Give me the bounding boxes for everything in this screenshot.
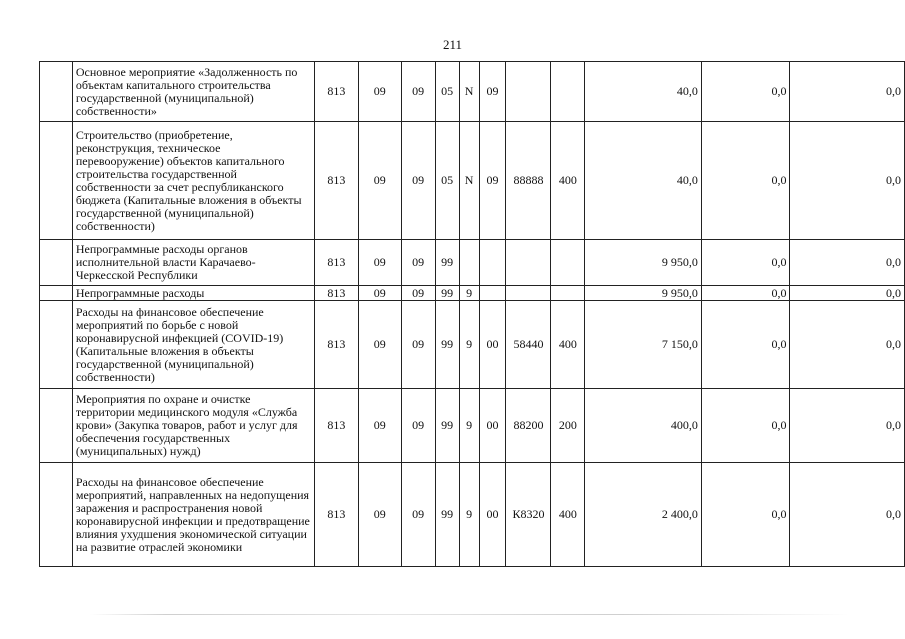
amount-year-2: 0,0 xyxy=(701,389,790,463)
program-code: 99 xyxy=(435,286,459,301)
table-row xyxy=(40,286,905,301)
subsection-code: 09 xyxy=(401,122,435,240)
direction-code: 58440 xyxy=(506,301,551,389)
amount-year-1: 9 950,0 xyxy=(585,240,702,286)
table-row xyxy=(40,463,905,567)
amount-year-1: 40,0 xyxy=(585,122,702,240)
amount-year-3: 0,0 xyxy=(790,240,905,286)
direction-code xyxy=(506,286,551,301)
section-code: 09 xyxy=(358,286,401,301)
amount-year-3: 0,0 xyxy=(790,62,905,122)
section-code: 09 xyxy=(358,122,401,240)
amount-year-1: 40,0 xyxy=(585,62,702,122)
expense-type-code: 400 xyxy=(551,463,585,567)
expense-type-code: 400 xyxy=(551,122,585,240)
expense-name: Строительство (приобретение, реконструкция, техническое перевооружение) объектов капитального строительства государственной собственности за счет республиканского бюджета (Капитальные вложения в объекты государственной (муниципальной) собственности) xyxy=(72,122,314,240)
expense-type-code: 200 xyxy=(551,389,585,463)
subprogram-code: 9 xyxy=(459,463,479,567)
page-number: 211 xyxy=(442,37,463,52)
amount-year-2: 0,0 xyxy=(701,301,790,389)
ministry-code: 813 xyxy=(314,62,358,122)
direction-code xyxy=(506,62,551,122)
direction-code: 88200 xyxy=(506,389,551,463)
direction-code: К8320 xyxy=(506,463,551,567)
program-code: 99 xyxy=(435,389,459,463)
amount-year-3: 0,0 xyxy=(790,286,905,301)
program-code: 99 xyxy=(435,301,459,389)
scan-artifact-line xyxy=(90,614,850,615)
table-row xyxy=(40,389,905,463)
direction-code: 88888 xyxy=(506,122,551,240)
amount-year-3: 0,0 xyxy=(790,389,905,463)
expense-name: Непрограммные расходы xyxy=(72,286,314,301)
program-code: 99 xyxy=(435,463,459,567)
section-code: 09 xyxy=(358,62,401,122)
expense-name: Основное мероприятие «Задолженность по объектам капитального строительства государственной (муниципальной) собственности» xyxy=(72,62,314,122)
subsection-code: 09 xyxy=(401,463,435,567)
program-code: 05 xyxy=(435,62,459,122)
amount-year-3: 0,0 xyxy=(790,122,905,240)
section-code: 09 xyxy=(358,301,401,389)
row-number-cell xyxy=(40,62,73,122)
subsection-code: 09 xyxy=(401,286,435,301)
row-number-cell xyxy=(40,286,73,301)
ministry-code: 813 xyxy=(314,286,358,301)
row-number-cell xyxy=(40,389,73,463)
subprogram-code: 9 xyxy=(459,389,479,463)
amount-year-2: 0,0 xyxy=(701,240,790,286)
row-number-cell xyxy=(40,301,73,389)
event-code xyxy=(479,286,506,301)
section-code: 09 xyxy=(358,389,401,463)
section-code: 09 xyxy=(358,463,401,567)
expense-name: Мероприятия по охране и очистке территории медицинского модуля «Служба крови» (Закупка товаров, работ и услуг для обеспечения государственных (муниципальных) нужд) xyxy=(72,389,314,463)
subprogram-code: N xyxy=(459,62,479,122)
row-number-cell xyxy=(40,463,73,567)
event-code: 09 xyxy=(479,62,506,122)
subsection-code: 09 xyxy=(401,62,435,122)
amount-year-2: 0,0 xyxy=(701,463,790,567)
amount-year-1: 9 950,0 xyxy=(585,286,702,301)
event-code: 09 xyxy=(479,122,506,240)
direction-code xyxy=(506,240,551,286)
table-row xyxy=(40,122,905,240)
program-code: 05 xyxy=(435,122,459,240)
table-row xyxy=(40,301,905,389)
section-code: 09 xyxy=(358,240,401,286)
expense-name: Расходы на финансовое обеспечение мероприятий по борьбе с новой коронавирусной инфекцией (COVID-19) (Капитальные вложения в объекты государственной (муниципальной) собственности) xyxy=(72,301,314,389)
subprogram-code: 9 xyxy=(459,301,479,389)
amount-year-2: 0,0 xyxy=(701,62,790,122)
subprogram-code xyxy=(459,240,479,286)
table-row xyxy=(40,62,905,122)
amount-year-2: 0,0 xyxy=(701,286,790,301)
expense-type-code xyxy=(551,62,585,122)
amount-year-1: 2 400,0 xyxy=(585,463,702,567)
subprogram-code: N xyxy=(459,122,479,240)
event-code: 00 xyxy=(479,389,506,463)
expense-type-code: 400 xyxy=(551,301,585,389)
amount-year-2: 0,0 xyxy=(701,122,790,240)
subsection-code: 09 xyxy=(401,240,435,286)
budget-table xyxy=(39,61,905,567)
amount-year-1: 400,0 xyxy=(585,389,702,463)
ministry-code: 813 xyxy=(314,301,358,389)
expense-name: Непрограммные расходы органов исполнительной власти Карачаево-Черкесской Республики xyxy=(72,240,314,286)
expense-type-code xyxy=(551,240,585,286)
subsection-code: 09 xyxy=(401,389,435,463)
ministry-code: 813 xyxy=(314,463,358,567)
amount-year-3: 0,0 xyxy=(790,463,905,567)
expense-type-code xyxy=(551,286,585,301)
program-code: 99 xyxy=(435,240,459,286)
subprogram-code: 9 xyxy=(459,286,479,301)
ministry-code: 813 xyxy=(314,122,358,240)
expense-name: Расходы на финансовое обеспечение мероприятий, направленных на недопущения заражения и распространения новой коронавирусной инфекции и предотвращение влияния ухудшения экономической ситуации на развитие отраслей экономики xyxy=(72,463,314,567)
event-code: 00 xyxy=(479,301,506,389)
row-number-cell xyxy=(40,122,73,240)
table-row xyxy=(40,240,905,286)
amount-year-1: 7 150,0 xyxy=(585,301,702,389)
amount-year-3: 0,0 xyxy=(790,301,905,389)
event-code: 00 xyxy=(479,463,506,567)
subsection-code: 09 xyxy=(401,301,435,389)
ministry-code: 813 xyxy=(314,240,358,286)
row-number-cell xyxy=(40,240,73,286)
ministry-code: 813 xyxy=(314,389,358,463)
event-code xyxy=(479,240,506,286)
